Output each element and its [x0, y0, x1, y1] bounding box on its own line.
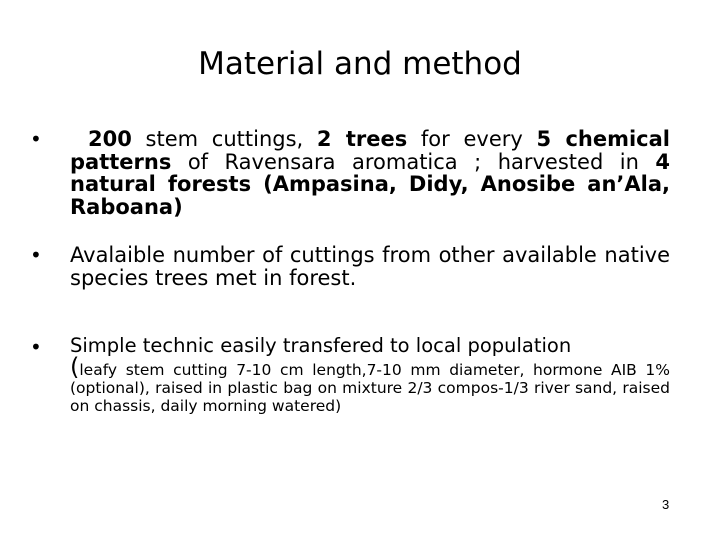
bullet-marker: • [30, 335, 42, 359]
bullet-item-3 [70, 334, 670, 415]
text-segment: stem cuttings, [131, 127, 317, 151]
bold-text: 2 trees [316, 127, 408, 151]
bold-text: 4 natural forests (Ampasina, Didy, Anosibe an’Ala, Raboana) [70, 149, 670, 219]
text-segment: for every [407, 127, 537, 151]
open-paren: ( [70, 353, 80, 381]
bold-text: 5 chemical patterns [70, 127, 670, 174]
bullet-marker: • [30, 243, 42, 267]
bold-text: 200 [88, 127, 132, 151]
slide-title: Material and method [198, 46, 522, 82]
bullet-item-3-detail [70, 353, 670, 415]
detail-text: leafy stem cutting 7-10 cm length,7-10 mm diameter, hormone AIB 1%(optional), raised in plastic bag on mixture 2/3 compos-1/3 river sand, raised on chassis, daily morning watered) [70, 361, 670, 415]
bullet-item-3-heading: Simple technic easily transfered to local population [70, 334, 572, 357]
text-segment: of Ravensara aromatica ; harvested in [171, 149, 656, 174]
page-number: 3 [662, 497, 670, 512]
bullet-marker: • [30, 127, 42, 151]
bullet-item-2: Avalaible number of cuttings from other available native species trees met in forest. [70, 243, 670, 290]
bullet-item-1 [70, 128, 670, 218]
